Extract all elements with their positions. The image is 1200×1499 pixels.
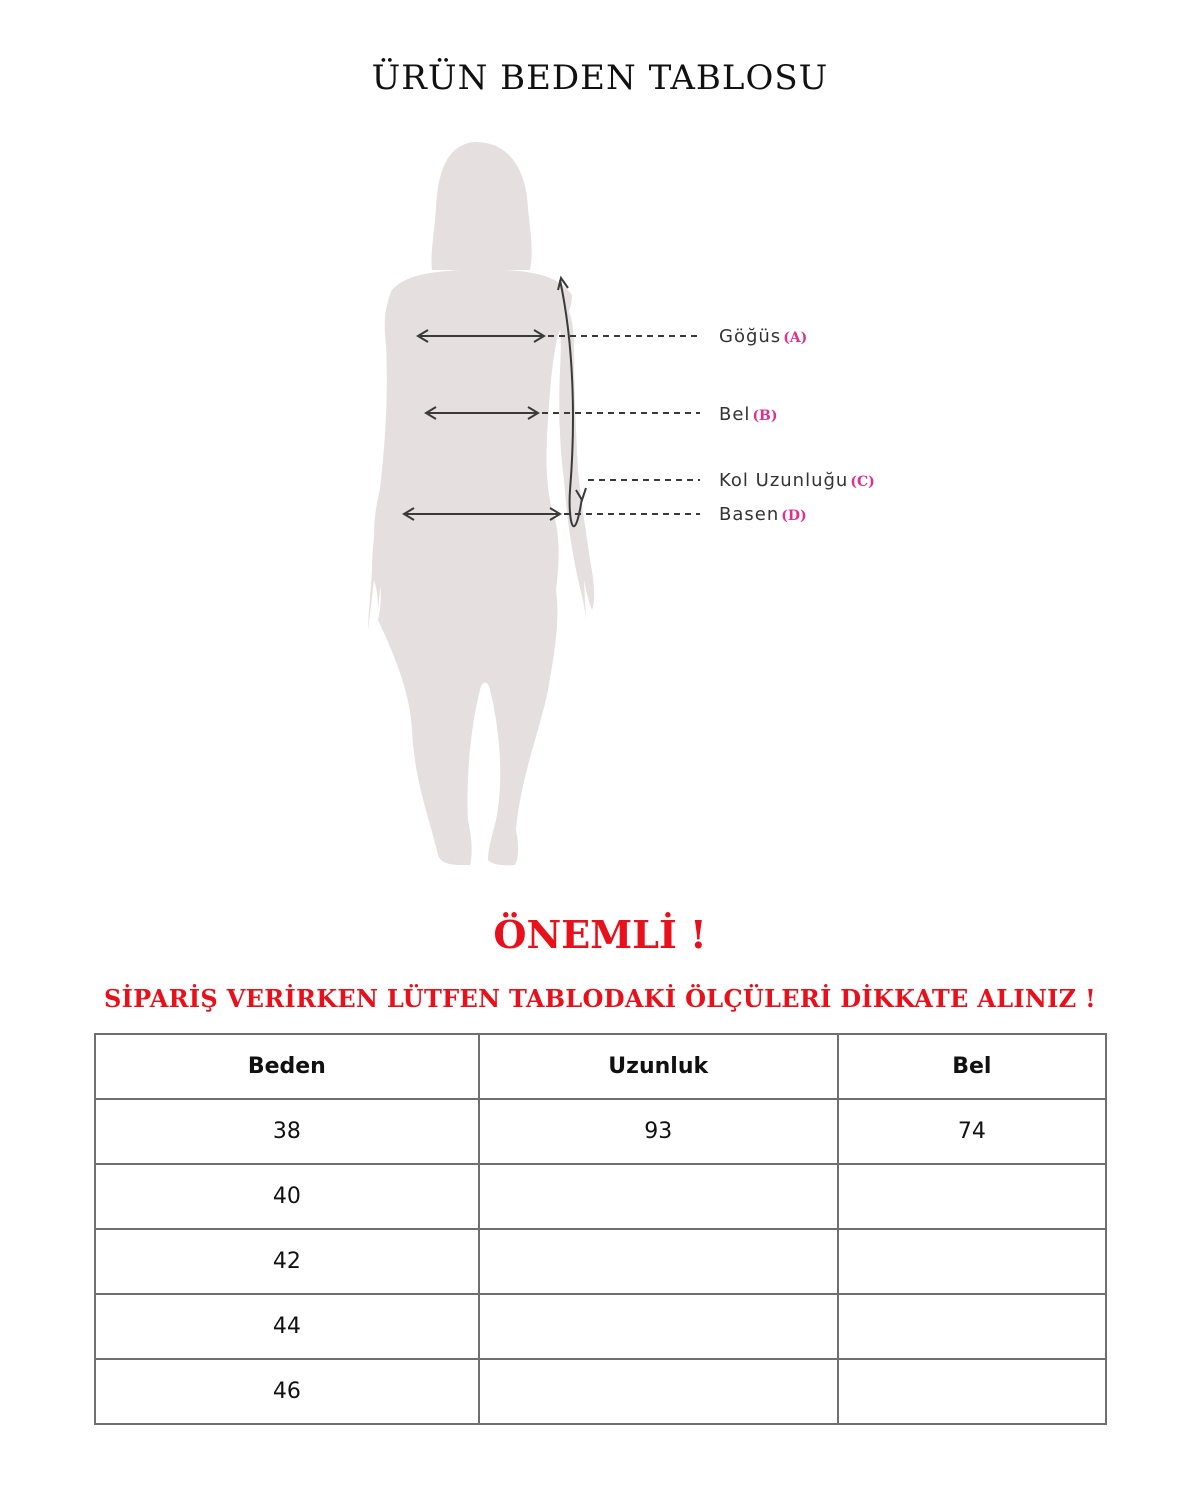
cell-waist [838,1229,1106,1294]
measurement-labels [719,326,875,525]
header-size: Beden [95,1034,479,1099]
label-chest: Göğüs (A) [719,326,808,347]
size-table [94,1033,1107,1425]
cell-length [479,1229,838,1294]
cell-size: 40 [95,1164,479,1229]
table-row [95,1164,1106,1229]
table-row [95,1099,1106,1164]
cell-length [479,1294,838,1359]
cell-waist [838,1294,1106,1359]
cell-size: 46 [95,1359,479,1424]
page-title: ÜRÜN BEDEN TABLOSU [371,58,829,98]
header-waist: Bel [838,1034,1106,1099]
table-row [95,1229,1106,1294]
cell-length [479,1164,838,1229]
header-length: Uzunluk [479,1034,838,1099]
table-row [95,1294,1106,1359]
label-sleeve-length: Kol Uzunluğu (C) [719,470,875,491]
cell-waist [838,1164,1106,1229]
cell-size: 42 [95,1229,479,1294]
cell-waist [838,1359,1106,1424]
cell-waist: 74 [838,1099,1106,1164]
order-notice: SİPARİŞ VERİRKEN LÜTFEN TABLODAKİ ÖLÇÜLERİ DİKKATE ALINIZ ! [103,984,1096,1013]
cell-size: 44 [95,1294,479,1359]
table-header-row [95,1034,1106,1099]
label-hip: Basen (D) [719,504,807,525]
cell-length: 93 [479,1099,838,1164]
cell-size: 38 [95,1099,479,1164]
label-waist: Bel (B) [719,404,778,425]
important-heading: ÖNEMLİ ! [493,912,707,957]
body-silhouette [368,142,594,865]
body-measurement-figure [0,130,1200,880]
cell-length [479,1359,838,1424]
table-row [95,1359,1106,1424]
